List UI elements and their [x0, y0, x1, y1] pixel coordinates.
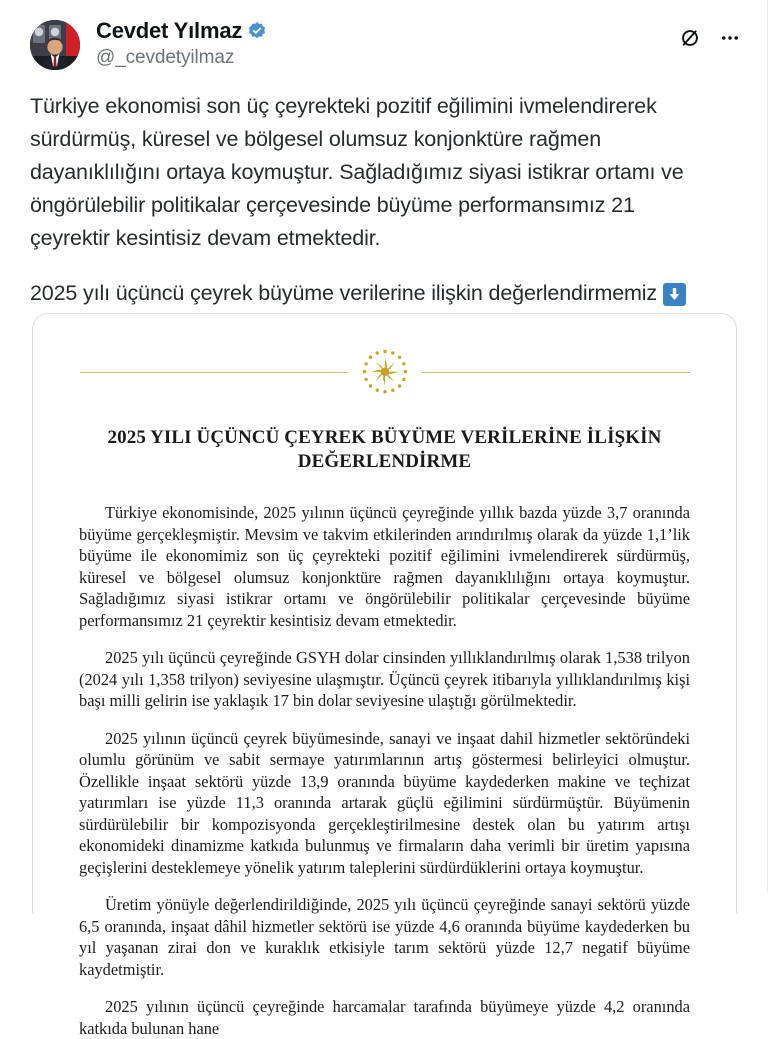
document-paragraph: Türkiye ekonomisinde, 2025 yılının üçüncü çeyreğinde yıllık bazda yüzde 3,7 oranında büyüme gerçekleşmiştir. Mevsim ve takvim etkilerinden arındırılmış olarak da yüzde 1,1’lik büyüme ile ekonomimiz son üç çeyrekteki pozitif eğilimini ivmelendirerek sürdürmüş, küresel ve bölgesel olumsuz konjonktüre rağmen dayanıklılığını ortaya koymuştur. Sağladığımız siyasi istikrar ortamı ve öngörülebilir politikalar çerçevesinde büyüme performansımız 21 çeyrektir kesintisiz devam etmektedir.	[79, 503, 690, 630]
tweet-body	[0, 78, 767, 310]
document-paragraph: 2025 yılının üçüncü çeyreğinde harcamalar tarafında büyümeye yüzde 4,2 oranında katkıda bulunan hane	[79, 997, 690, 1038]
avatar[interactable]	[30, 20, 80, 70]
display-name[interactable]: Cevdet Yılmaz	[96, 18, 243, 43]
document-paragraphs	[79, 502, 690, 1039]
turkish-presidency-emblem-icon	[358, 345, 412, 399]
document-paragraph: 2025 yılı üçüncü çeyreğinde GSYH dolar cinsinden yıllıklandırılmış olarak 1,538 trilyon (2024 yılı 1,358 trilyon) seviyesine ulaşmıştır. Üçüncü çeyrek itibarıyla yıllıklandırılmış kişi başı milli gelirin ise yaklaşık 17 bin dolar seviyesine ulaştığı görülmektedir.	[79, 648, 690, 710]
document-title	[79, 426, 690, 474]
account-identity	[96, 20, 677, 69]
tweet-paragraph-1: Türkiye ekonomisi son üç çeyrekteki pozitif eğilimini ivmelendirerek sürdürmüş, küresel ve bölgesel olumsuz konjonktüre rağmen dayanıklılığını ortaya koymuştur. Sağladığımız siyasi istikrar ortamı ve öngörülebilir politikalar çerçevesinde büyüme performansımız 21 çeyrektir kesintisiz devam etmektedir.	[30, 94, 684, 250]
more-options-icon[interactable]	[717, 25, 743, 51]
grok-icon[interactable]	[677, 25, 703, 51]
display-name-row[interactable]	[96, 20, 677, 42]
down-arrow-emoji	[663, 283, 686, 306]
document-paragraph: 2025 yılının üçüncü çeyrek büyümesinde, sanayi ve inşaat dahil hizmetler sektöründeki olumlu görünüm ve sabit sermaye yatırımlarının artış göstermesi belirleyici olmuştur. Özellikle inşaat sektörü yüzde 13,9 oranında büyüme kaydederken makine ve teçhizat yatırımları ise yüzde 11,3 oranında artarak güçlü eğilimini sürdürmüştür. Büyümenin sürdürülebilir bir kompozisyonda gerçekleştirilmesine destek olan bu yatırım artışı ekonomideki dinamizme katkıda bulunmuş ve firmaların daha verimli bir üretim yapısına geçişlerini desteklemeye yönelik yatırım taleplerini sürdürdüklerini ortaya koymuştur.	[79, 728, 690, 877]
header-actions	[677, 20, 743, 51]
document-inner	[33, 314, 736, 1039]
gold-rule-left	[80, 372, 348, 373]
attached-document-card[interactable]	[32, 313, 737, 1038]
document-emblem-row	[79, 344, 690, 400]
verified-badge-icon[interactable]	[247, 21, 267, 41]
document-paragraph: Üretim yönüyle değerlendirildiğinde, 2025 yılı üçüncü çeyreğinde sanayi sektörü yüzde 6,5 oranında, inşaat dâhil hizmetler sektörü ise yüzde 4,6 oranında büyüme kaydederken bu yıl yaşanan zirai don ve kuraklık etkisiyle tarım sektörü yüzde 12,7 negatif büyüme kaydetmiştir.	[79, 895, 690, 979]
document-title-line-1: 2025 YILI ÜÇÜNCÜ ÇEYREK BÜYÜME VERİLERİNE İLİŞKİN	[107, 427, 662, 448]
account-handle[interactable]: @_cevdetyilmaz	[96, 47, 235, 68]
document-title-line-2: DEĞERLENDİRME	[297, 451, 472, 472]
tweet-paragraph-2-row	[30, 277, 719, 310]
tweet-header	[0, 0, 767, 78]
gold-rule-right	[422, 372, 690, 373]
tweet-paragraph-2: 2025 yılı üçüncü çeyrek büyüme verilerine ilişkin değerlendirmemiz	[30, 281, 658, 305]
